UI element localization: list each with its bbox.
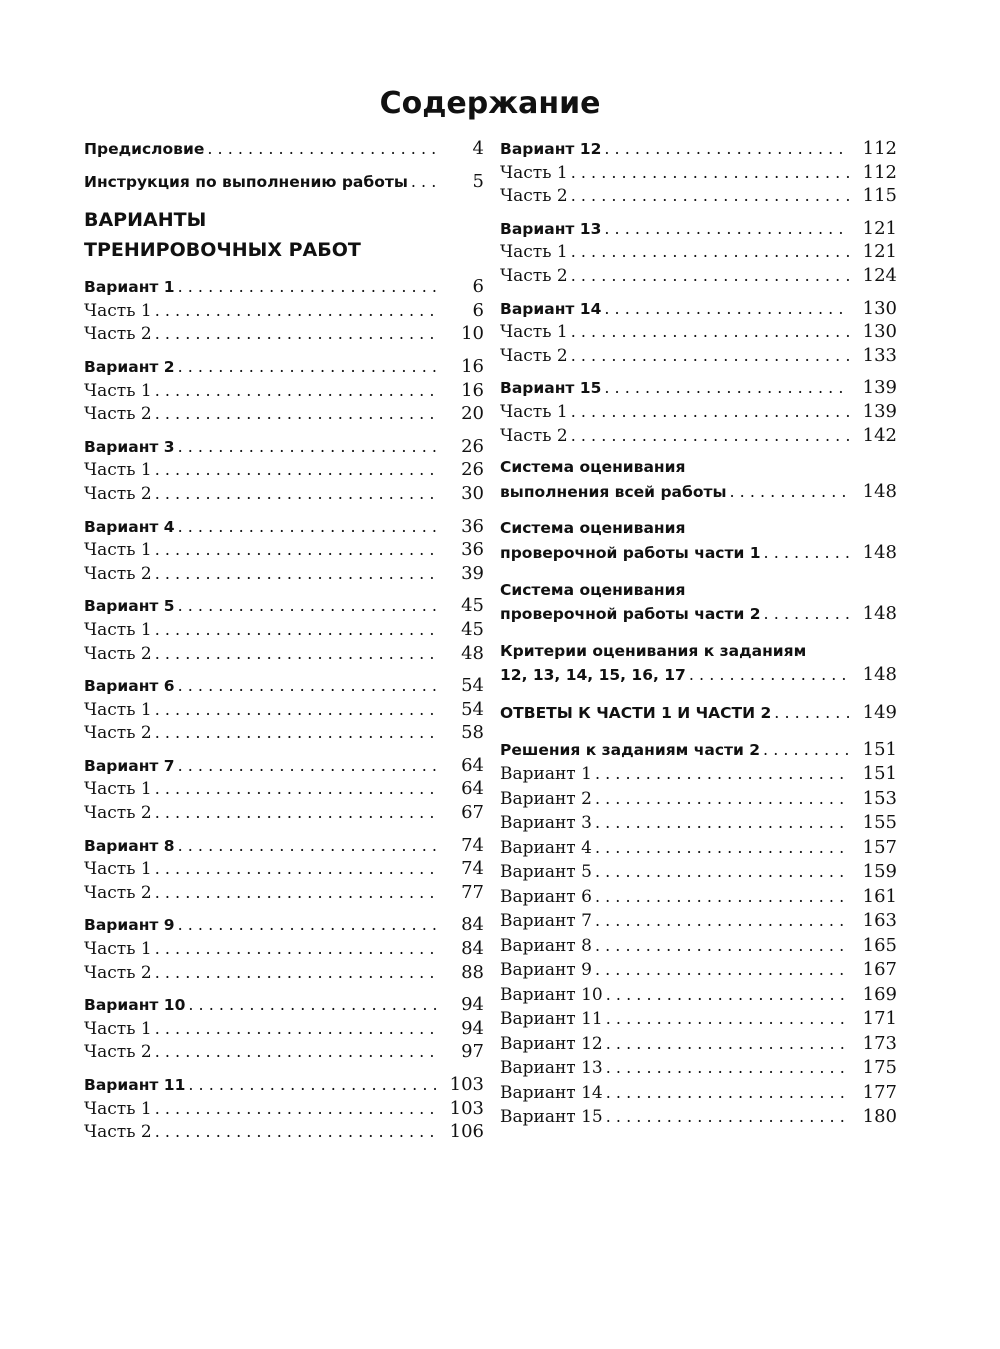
toc-entry-label: Часть 1 xyxy=(84,300,152,321)
toc-entry-solution-variant[interactable] xyxy=(500,811,897,836)
toc-page-number: 10 xyxy=(461,323,484,345)
toc-entry-part[interactable] xyxy=(84,642,484,666)
toc-entry-variant[interactable] xyxy=(500,297,897,321)
dot-leader xyxy=(155,721,440,745)
toc-entry-label: Вариант 3 xyxy=(500,813,592,834)
toc-page-number: 36 xyxy=(461,539,484,561)
toc-page-number: 167 xyxy=(862,959,897,981)
toc-entry-part[interactable] xyxy=(500,400,897,424)
toc-page-number: 20 xyxy=(461,403,484,425)
toc-entry-solution-variant[interactable] xyxy=(500,836,897,861)
toc-entry-label: Вариант 5 xyxy=(500,862,592,883)
toc-entry-label: Часть 2 xyxy=(500,425,568,446)
dot-leader xyxy=(188,1073,435,1097)
section-heading-line-1: ВАРИАНТЫ xyxy=(84,209,207,232)
toc-entry-label: Часть 2 xyxy=(84,1122,152,1143)
dot-leader xyxy=(606,1056,849,1081)
toc-page-number: 94 xyxy=(461,994,484,1016)
toc-entry-part[interactable] xyxy=(84,1097,484,1121)
dot-leader xyxy=(571,320,849,344)
toc-page-number: 45 xyxy=(461,595,484,617)
toc-entry-instruction[interactable] xyxy=(84,170,484,194)
dot-leader xyxy=(155,458,440,482)
toc-entry-label: Часть 2 xyxy=(84,643,152,664)
toc-entry-label: Часть 2 xyxy=(500,186,568,207)
toc-entry-part[interactable] xyxy=(500,184,897,208)
dot-leader xyxy=(595,958,849,983)
toc-entry-part[interactable] xyxy=(84,299,484,323)
toc-page-number: 155 xyxy=(862,812,897,834)
toc-entry-label: Часть 1 xyxy=(84,1018,152,1039)
toc-entry-label: Часть 2 xyxy=(84,803,152,824)
toc-page-number: 177 xyxy=(862,1081,897,1103)
toc-page-number: 84 xyxy=(461,938,484,960)
toc-entry-part[interactable] xyxy=(84,1040,484,1064)
toc-page-number: 133 xyxy=(862,344,897,366)
toc-entry-label: Часть 1 xyxy=(84,939,152,960)
dot-leader xyxy=(606,1105,849,1130)
toc-entry-label: Часть 1 xyxy=(84,460,152,481)
toc-entry-variant[interactable] xyxy=(500,137,897,161)
toc-entry-label: Часть 1 xyxy=(84,540,152,561)
toc-page-number: 84 xyxy=(461,914,484,936)
toc-page-number: 139 xyxy=(862,377,897,399)
toc-entry-label: Вариант 5 xyxy=(84,597,175,616)
toc-entry-label: Часть 2 xyxy=(500,345,568,366)
dot-leader xyxy=(155,562,440,586)
toc-page-number: 175 xyxy=(862,1057,897,1079)
toc-page-number: 77 xyxy=(461,881,484,903)
toc-entry-label: Предисловие xyxy=(84,140,205,158)
toc-entry-part[interactable] xyxy=(500,320,897,344)
toc-page-number: 64 xyxy=(461,754,484,776)
toc-entry-label: Вариант 6 xyxy=(84,677,175,696)
toc-entry-variant[interactable] xyxy=(84,1073,484,1097)
dot-leader xyxy=(155,961,440,985)
toc-variant-group xyxy=(84,674,484,745)
dot-leader xyxy=(595,787,849,812)
toc-page-number: 39 xyxy=(461,562,484,584)
toc-entry-solution-variant[interactable] xyxy=(500,983,897,1008)
toc-entry-label: Часть 1 xyxy=(84,699,152,720)
toc-entry-label: Вариант 13 xyxy=(500,219,602,238)
toc-entry-variant[interactable] xyxy=(84,275,484,299)
toc-entry-variant[interactable] xyxy=(84,913,484,937)
dot-leader xyxy=(155,937,440,961)
toc-page-number: 115 xyxy=(862,185,897,207)
dot-leader xyxy=(595,811,849,836)
toc-page-number: 124 xyxy=(862,264,897,286)
toc-variant-group xyxy=(84,834,484,905)
toc-page-number: 45 xyxy=(461,618,484,640)
toc-entry-label: Вариант 4 xyxy=(500,837,592,858)
dot-leader xyxy=(178,674,440,698)
section-heading-line-2: ТРЕНИРОВОЧНЫХ РАБОТ xyxy=(84,239,361,262)
toc-entry-part[interactable] xyxy=(84,1017,484,1041)
toc-entry-label: Вариант 13 xyxy=(500,1058,603,1079)
dot-leader xyxy=(595,860,849,885)
toc-entry-label: Вариант 8 xyxy=(84,836,175,855)
toc-entry-part[interactable] xyxy=(84,801,484,825)
toc-right-column xyxy=(500,137,897,1130)
toc-entry-label: Часть 1 xyxy=(84,619,152,640)
toc-page-number: 97 xyxy=(461,1041,484,1063)
toc-entry-variant[interactable] xyxy=(84,515,484,539)
toc-variant-group xyxy=(84,355,484,426)
dot-leader xyxy=(595,909,849,934)
toc-page-number: 159 xyxy=(862,861,897,883)
toc-entry-part[interactable] xyxy=(500,264,897,288)
toc-entry-label: Вариант 7 xyxy=(84,756,175,775)
toc-entry-label: Часть 2 xyxy=(84,563,152,584)
toc-page-number: 106 xyxy=(449,1121,484,1143)
toc-entry-label: проверочной работы части 1 xyxy=(500,543,761,562)
toc-entry-part[interactable] xyxy=(84,857,484,881)
toc-page-number: 64 xyxy=(461,778,484,800)
dot-leader xyxy=(763,738,849,762)
dot-leader xyxy=(155,1040,440,1064)
dot-leader xyxy=(155,642,440,666)
toc-entry-part[interactable] xyxy=(500,424,897,448)
toc-entry-label: Вариант 14 xyxy=(500,1082,603,1103)
toc-entry-label: Вариант 6 xyxy=(500,886,592,907)
toc-page-number: 148 xyxy=(862,480,897,502)
dot-leader xyxy=(178,355,440,379)
toc-page-number: 151 xyxy=(862,739,897,761)
toc-entry-variant[interactable] xyxy=(500,217,897,241)
toc-entry-solution-variant[interactable] xyxy=(500,885,897,910)
toc-page-number: 165 xyxy=(862,934,897,956)
toc-entry-label: Вариант 11 xyxy=(500,1009,603,1030)
toc-variant-group xyxy=(500,137,897,208)
toc-entry-label: Вариант 1 xyxy=(84,278,175,297)
toc-entry-solution-variant[interactable] xyxy=(500,787,897,812)
dot-leader xyxy=(178,754,440,778)
toc-page-number: 148 xyxy=(862,603,897,625)
dot-leader xyxy=(571,424,849,448)
toc-entry-variant[interactable] xyxy=(84,834,484,858)
toc-variant-group xyxy=(84,913,484,984)
toc-entry-answers[interactable] xyxy=(500,701,897,725)
toc-entry-label: Вариант 8 xyxy=(500,935,592,956)
dot-leader xyxy=(571,344,849,368)
toc-page-number: 103 xyxy=(449,1074,484,1095)
toc-page-number: 4 xyxy=(472,138,484,159)
dot-leader xyxy=(155,881,440,905)
toc-entry-solutions[interactable] xyxy=(500,738,897,762)
dot-leader xyxy=(155,618,440,642)
toc-page-number: 26 xyxy=(461,435,484,457)
dot-leader xyxy=(689,663,849,687)
dot-leader xyxy=(606,1081,849,1106)
toc-entry-label: Инструкция по выполнению работы xyxy=(84,172,408,191)
toc-entry-part[interactable] xyxy=(84,1120,484,1144)
toc-entry-label: Вариант 10 xyxy=(84,996,186,1015)
dot-leader xyxy=(571,161,849,185)
toc-page-number: 6 xyxy=(472,276,484,298)
toc-page-number: 151 xyxy=(862,763,897,785)
toc-entry-variant[interactable] xyxy=(84,674,484,698)
dot-leader xyxy=(729,480,848,504)
toc-page-number: 48 xyxy=(461,642,484,664)
toc-page-number: 180 xyxy=(862,1106,897,1128)
toc-entry-label: Решения к заданиям части 2 xyxy=(500,741,761,760)
toc-entry-preface[interactable] xyxy=(84,137,484,161)
toc-variant-group xyxy=(84,435,484,506)
toc-page-number: 121 xyxy=(862,241,897,263)
dot-leader xyxy=(571,240,849,264)
page-title: Содержание xyxy=(379,86,601,121)
dot-leader xyxy=(155,1017,440,1041)
dot-leader xyxy=(178,594,440,618)
dot-leader xyxy=(571,400,849,424)
toc-entry-grading-all-line1: Система оценивания xyxy=(500,458,686,477)
toc-entry-part[interactable] xyxy=(84,322,484,346)
toc-variant-group xyxy=(500,376,897,447)
dot-leader xyxy=(571,264,849,288)
toc-page-number: 142 xyxy=(862,424,897,446)
toc-page-number: 88 xyxy=(461,961,484,983)
toc-page-number: 30 xyxy=(461,482,484,504)
toc-entry-label: Часть 2 xyxy=(84,483,152,504)
toc-entry-label: Часть 1 xyxy=(84,779,152,800)
dot-leader xyxy=(604,297,848,321)
toc-entry-grading-part2[interactable] xyxy=(500,602,897,626)
toc-entry-label: 12, 13, 14, 15, 16, 17 xyxy=(500,666,686,685)
dot-leader xyxy=(178,834,440,858)
dot-leader xyxy=(606,1032,849,1057)
dot-leader xyxy=(155,482,440,506)
toc-entry-part[interactable] xyxy=(84,937,484,961)
toc-entry-part[interactable] xyxy=(84,777,484,801)
toc-entry-solution-variant[interactable] xyxy=(500,1105,897,1130)
toc-page-number: 139 xyxy=(862,400,897,422)
dot-leader xyxy=(604,376,848,400)
toc-entry-solution-variant[interactable] xyxy=(500,909,897,934)
toc-entry-label: Часть 1 xyxy=(84,380,152,401)
toc-entry-solution-variant[interactable] xyxy=(500,1081,897,1106)
toc-entry-label: Часть 2 xyxy=(84,404,152,425)
toc-entry-label: Часть 2 xyxy=(84,723,152,744)
dot-leader xyxy=(606,1007,849,1032)
toc-page-number: 153 xyxy=(862,787,897,809)
toc-page-number: 36 xyxy=(461,515,484,537)
toc-entry-label: Часть 1 xyxy=(500,242,568,263)
dot-leader xyxy=(155,299,440,323)
toc-entry-label: Вариант 9 xyxy=(500,960,592,981)
toc-entry-grading-all[interactable] xyxy=(500,480,897,504)
toc-page-number: 169 xyxy=(862,983,897,1005)
toc-page-number: 163 xyxy=(862,910,897,932)
solutions-list xyxy=(500,762,897,1130)
dot-leader xyxy=(178,435,440,459)
toc-entry-solution-variant[interactable] xyxy=(500,860,897,885)
toc-page-number: 112 xyxy=(862,138,897,159)
toc-page-number: 16 xyxy=(461,355,484,377)
dot-leader xyxy=(571,184,849,208)
toc-entry-label: Вариант 3 xyxy=(84,437,175,456)
toc-entry-label: Вариант 1 xyxy=(500,764,592,785)
toc-page-number: 94 xyxy=(461,1017,484,1039)
toc-entry-label: Часть 1 xyxy=(500,322,568,343)
dot-leader xyxy=(774,701,848,725)
toc-entry-label: Вариант 7 xyxy=(500,911,592,932)
toc-entry-label: Вариант 9 xyxy=(84,916,175,935)
toc-entry-criteria-line1: Критерии оценивания к заданиям xyxy=(500,641,807,660)
toc-page-number: 74 xyxy=(461,858,484,880)
dot-leader xyxy=(155,698,440,722)
toc-entry-part[interactable] xyxy=(84,458,484,482)
toc-variant-group xyxy=(84,275,484,346)
toc-entry-part[interactable] xyxy=(84,698,484,722)
dot-leader xyxy=(155,402,440,426)
dot-leader xyxy=(178,913,440,937)
dot-leader xyxy=(606,983,849,1008)
toc-entry-solution-variant[interactable] xyxy=(500,762,897,787)
toc-entry-label: выполнения всей работы xyxy=(500,482,727,501)
dot-leader xyxy=(155,538,440,562)
dot-leader xyxy=(595,762,849,787)
toc-entry-label: Вариант 2 xyxy=(84,357,175,376)
toc-entry-variant[interactable] xyxy=(84,355,484,379)
toc-entry-label: ОТВЕТЫ К ЧАСТИ 1 И ЧАСТИ 2 xyxy=(500,703,772,722)
toc-variant-group xyxy=(84,993,484,1064)
toc-variant-group xyxy=(500,297,897,368)
toc-entry-label: Часть 1 xyxy=(84,859,152,880)
toc-page-number: 149 xyxy=(862,701,897,723)
toc-entry-label: Часть 1 xyxy=(500,401,568,422)
dot-leader xyxy=(764,541,849,565)
dot-leader xyxy=(155,777,440,801)
toc-entry-variant[interactable] xyxy=(500,376,897,400)
toc-page-number: 171 xyxy=(862,1008,897,1030)
toc-variant-group xyxy=(84,515,484,586)
toc-entry-variant[interactable] xyxy=(84,435,484,459)
toc-entry-label: Вариант 12 xyxy=(500,140,602,158)
toc-entry-label: Часть 2 xyxy=(84,882,152,903)
toc-page-number: 6 xyxy=(472,299,484,321)
toc-page-number: 54 xyxy=(461,675,484,697)
toc-variant-group xyxy=(84,1073,484,1144)
dot-leader xyxy=(604,217,848,241)
dot-leader xyxy=(155,801,440,825)
left-variants-list xyxy=(84,275,484,1144)
toc-entry-label: Вариант 15 xyxy=(500,1107,603,1128)
dot-leader xyxy=(155,1120,436,1144)
toc-entry-solution-variant[interactable] xyxy=(500,1056,897,1081)
dot-leader xyxy=(411,170,440,194)
toc-entry-label: Вариант 10 xyxy=(500,984,603,1005)
toc-entry-label: Вариант 15 xyxy=(500,379,602,398)
dot-leader xyxy=(155,322,440,346)
toc-page-number: 74 xyxy=(461,834,484,856)
toc-entry-criteria[interactable] xyxy=(500,663,897,687)
toc-page-number: 54 xyxy=(461,698,484,720)
toc-entry-part[interactable] xyxy=(84,618,484,642)
toc-entry-label: Часть 2 xyxy=(84,962,152,983)
dot-leader xyxy=(178,515,440,539)
toc-page-number: 173 xyxy=(862,1032,897,1054)
toc-variant-group xyxy=(500,217,897,288)
toc-entry-label: Вариант 4 xyxy=(84,517,175,536)
toc-entry-label: Часть 2 xyxy=(500,265,568,286)
toc-entry-part[interactable] xyxy=(84,482,484,506)
toc-page-number: 67 xyxy=(461,802,484,824)
dot-leader xyxy=(155,857,440,881)
toc-entry-solution-variant[interactable] xyxy=(500,934,897,959)
toc-page-number: 161 xyxy=(862,885,897,907)
toc-entry-label: Часть 2 xyxy=(84,324,152,345)
toc-entry-part[interactable] xyxy=(500,240,897,264)
toc-page-number: 5 xyxy=(472,170,484,192)
toc-entry-part[interactable] xyxy=(84,721,484,745)
dot-leader xyxy=(604,137,848,161)
toc-entry-label: Вариант 12 xyxy=(500,1033,603,1054)
dot-leader xyxy=(595,836,849,861)
toc-entry-part[interactable] xyxy=(500,161,897,185)
toc-variant-group xyxy=(84,594,484,665)
toc-entry-solution-variant[interactable] xyxy=(500,958,897,983)
dot-leader xyxy=(178,275,440,299)
toc-entry-solution-variant[interactable] xyxy=(500,1007,897,1032)
toc-page-number: 130 xyxy=(862,297,897,319)
toc-entry-solution-variant[interactable] xyxy=(500,1032,897,1057)
toc-page-number: 58 xyxy=(461,722,484,744)
toc-page-number: 148 xyxy=(862,541,897,563)
toc-entry-variant[interactable] xyxy=(84,594,484,618)
toc-entry-label: проверочной работы части 2 xyxy=(500,605,761,624)
toc-page-number: 130 xyxy=(862,321,897,343)
right-variants-list xyxy=(500,137,897,447)
dot-leader xyxy=(155,1097,436,1121)
toc-entry-label: Часть 1 xyxy=(84,1098,152,1119)
toc-entry-label: Вариант 11 xyxy=(84,1076,186,1094)
dot-leader xyxy=(207,137,440,161)
toc-entry-variant[interactable] xyxy=(84,993,484,1017)
toc-entry-label: Вариант 2 xyxy=(500,788,592,809)
toc-page-number: 112 xyxy=(862,161,897,183)
toc-page-number: 148 xyxy=(862,664,897,686)
dot-leader xyxy=(764,602,849,626)
toc-page-number: 103 xyxy=(449,1097,484,1119)
toc-page-number: 26 xyxy=(461,459,484,481)
toc-entry-part[interactable] xyxy=(84,562,484,586)
toc-entry-label: Часть 2 xyxy=(84,1042,152,1063)
dot-leader xyxy=(595,885,849,910)
toc-entry-label: Часть 1 xyxy=(500,162,568,183)
toc-entry-part[interactable] xyxy=(84,379,484,403)
toc-entry-part[interactable] xyxy=(84,961,484,985)
toc-entry-grading-part1[interactable] xyxy=(500,541,897,565)
dot-leader xyxy=(188,993,440,1017)
toc-page-number: 121 xyxy=(862,217,897,239)
toc-entry-part[interactable] xyxy=(84,402,484,426)
toc-entry-part[interactable] xyxy=(84,881,484,905)
toc-entry-label: Вариант 14 xyxy=(500,299,602,318)
toc-entry-grading-part1-line1: Система оценивания xyxy=(500,519,686,538)
toc-page-number: 16 xyxy=(461,379,484,401)
toc-entry-grading-part2-line1: Система оценивания xyxy=(500,580,686,599)
dot-leader xyxy=(155,379,440,403)
toc-entry-part[interactable] xyxy=(500,344,897,368)
toc-page-number: 157 xyxy=(862,836,897,858)
toc-entry-part[interactable] xyxy=(84,538,484,562)
toc-variant-group xyxy=(84,754,484,825)
toc-left-column xyxy=(84,137,484,1153)
dot-leader xyxy=(595,934,849,959)
toc-entry-variant[interactable] xyxy=(84,754,484,778)
